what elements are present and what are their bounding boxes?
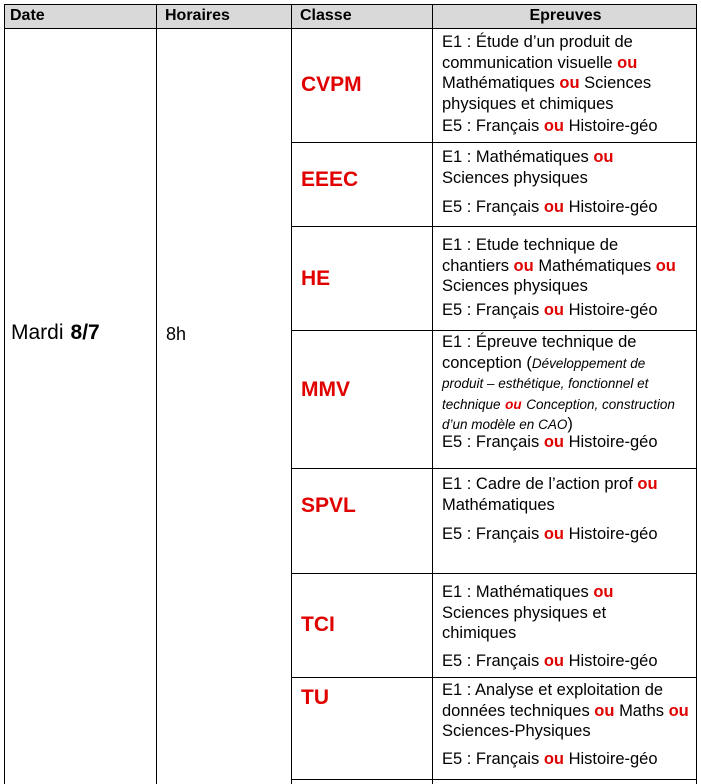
grid-line — [432, 4, 433, 784]
classe-eeec: EEEC — [301, 168, 359, 191]
classe-tu: TU — [301, 686, 329, 709]
grid-line — [156, 4, 157, 784]
classe-he: HE — [301, 267, 331, 290]
header-horaires: Horaires — [165, 7, 230, 24]
epreuve-e1-mmv: E1 : Épreuve technique de conception (Développement de produit – esthétique, fonctionnel et technique ou Conception, construction d’un modèle en CAO) — [442, 333, 675, 433]
row-divider — [291, 573, 697, 574]
epreuve-e5-spvl: E5 : Français ou Histoire-géo — [442, 525, 658, 543]
epreuve-e5-he: E5 : Français ou Histoire-géo — [442, 301, 658, 319]
row-divider — [291, 330, 697, 331]
classe-cvpm: CVPM — [301, 73, 362, 96]
row-divider — [291, 142, 697, 143]
header-date: Date — [10, 7, 45, 24]
epreuve-e5-eeec: E5 : Français ou Histoire-géo — [442, 198, 658, 216]
epreuve-e5-mmv: E5 : Français ou Histoire-géo — [442, 433, 658, 451]
epreuve-e5-tu: E5 : Français ou Histoire-géo — [442, 750, 658, 768]
grid-line — [291, 4, 292, 784]
row-divider — [291, 677, 697, 678]
epreuve-e1-tu: E1 : Analyse et exploitation de données techniques ou Maths ou Sciences-Physiques — [442, 681, 689, 740]
row-divider — [291, 226, 697, 227]
epreuve-e1-cvpm: E1 : Étude d’un produit de communication visuelle ou Mathématiques ou Sciences physiques et chimiques — [442, 33, 652, 113]
time-cell: 8h — [166, 324, 187, 344]
classe-spvl: SPVL — [301, 494, 356, 517]
date-day: Mardi — [11, 321, 64, 344]
classe-tci: TCI — [301, 613, 335, 636]
epreuve-e1-spvl: E1 : Cadre de l’action prof ou Mathématiques — [442, 475, 658, 514]
epreuve-e1-eeec: E1 : Mathématiques ou Sciences physiques — [442, 148, 614, 187]
header-classe: Classe — [300, 7, 352, 24]
epreuve-e1-he: E1 : Etude technique de chantiers ou Mathématiques ou Sciences physiques — [442, 236, 676, 295]
epreuve-e1-tci: E1 : Mathématiques ou Sciences physiques et chimiques — [442, 583, 614, 642]
date-number: 8/7 — [70, 321, 100, 344]
row-divider — [291, 779, 697, 780]
row-divider — [291, 468, 697, 469]
header-epreuves: Epreuves — [529, 7, 602, 24]
date-cell — [11, 321, 100, 345]
epreuve-e5-tci: E5 : Français ou Histoire-géo — [442, 652, 658, 670]
grid-line — [696, 4, 697, 784]
epreuve-e5-cvpm: E5 : Français ou Histoire-géo — [442, 117, 658, 135]
grid-line — [4, 4, 5, 784]
classe-mmv: MMV — [301, 378, 350, 401]
